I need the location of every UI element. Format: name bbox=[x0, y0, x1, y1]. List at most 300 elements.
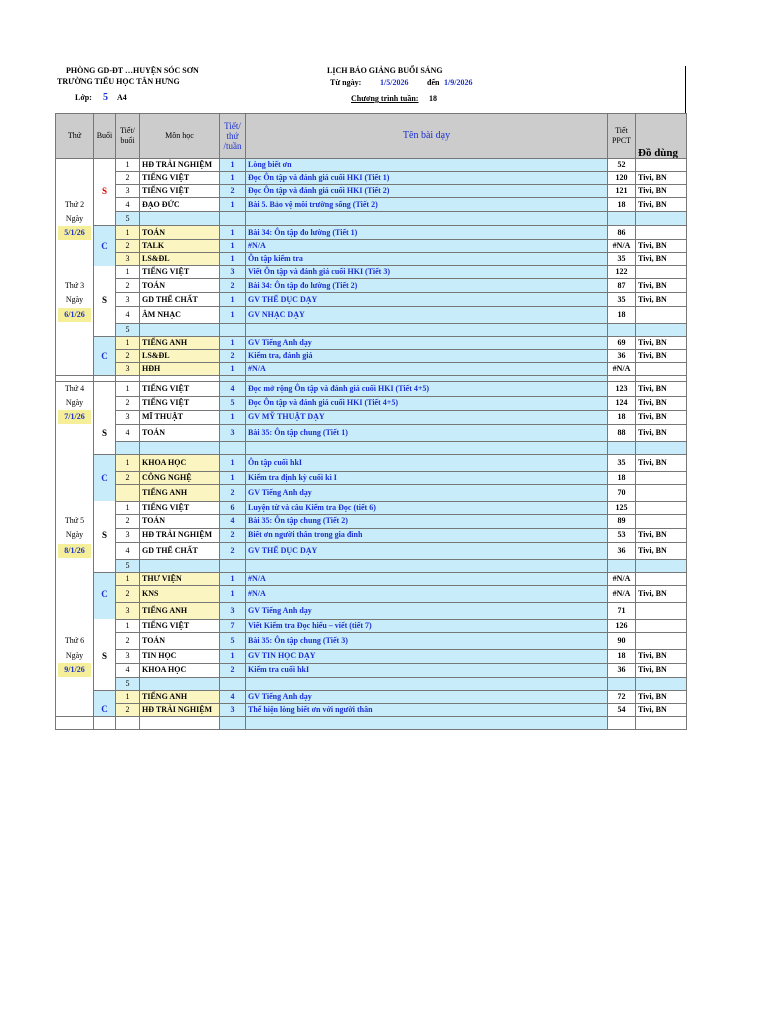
empty-cell bbox=[220, 716, 246, 729]
equipment: Tivi, BN bbox=[636, 454, 687, 471]
period-number: 3 bbox=[116, 602, 140, 619]
session-morning: S bbox=[94, 293, 116, 307]
equipment: Tivi, BN bbox=[636, 585, 687, 602]
day-cell bbox=[56, 471, 94, 484]
subject-name: TIẾNG VIỆT bbox=[140, 501, 220, 514]
day-date: 7/1/26 bbox=[58, 410, 91, 424]
table-row bbox=[56, 172, 687, 185]
session-afternoon: C bbox=[94, 471, 116, 484]
table-row bbox=[56, 240, 687, 253]
lesson-title bbox=[246, 677, 608, 690]
equipment bbox=[636, 514, 687, 528]
table-row bbox=[56, 293, 687, 307]
equipment bbox=[636, 441, 687, 454]
ppct-number: 120 bbox=[608, 172, 636, 185]
subject-name: KNS bbox=[140, 585, 220, 602]
subject-name: KHOA HỌC bbox=[140, 663, 220, 677]
session-cell bbox=[94, 542, 116, 559]
empty-cell bbox=[636, 716, 687, 729]
day-date: 5/1/26 bbox=[58, 226, 91, 240]
from-date: 1/5/2026 bbox=[380, 78, 409, 87]
ppct-number: 90 bbox=[608, 632, 636, 649]
ppct-number: 18 bbox=[608, 307, 636, 324]
ppct-number: 35 bbox=[608, 293, 636, 307]
lesson-title: Bài 5. Bảo vệ môi trường sống (Tiết 2) bbox=[246, 198, 608, 212]
session-afternoon: C bbox=[94, 585, 116, 602]
session-afternoon: C bbox=[94, 703, 116, 716]
table-row bbox=[56, 198, 687, 212]
ppct-number bbox=[608, 324, 636, 337]
weekly-period: 1 bbox=[220, 337, 246, 350]
subject-name: HĐ TRẢI NGHIỆM bbox=[140, 703, 220, 716]
subject-name: TIẾNG ANH bbox=[140, 484, 220, 501]
weekly-period: 4 bbox=[220, 382, 246, 397]
period-number: 5 bbox=[116, 212, 140, 226]
subject-name: ĐẠO ĐỨC bbox=[140, 198, 220, 212]
weekly-period: 1 bbox=[220, 585, 246, 602]
table-row bbox=[56, 266, 687, 279]
lesson-title: GV Tiếng Anh dạy bbox=[246, 690, 608, 703]
period-number: 2 bbox=[116, 350, 140, 363]
day-date: 9/1/26 bbox=[58, 663, 91, 677]
weekly-period bbox=[220, 559, 246, 572]
equipment: Tivi, BN bbox=[636, 293, 687, 307]
weekly-period: 2 bbox=[220, 279, 246, 293]
subject-name bbox=[140, 324, 220, 337]
table-row bbox=[56, 632, 687, 649]
table-row bbox=[56, 324, 687, 337]
from-label: Từ ngày: bbox=[330, 78, 362, 87]
session-cell bbox=[94, 337, 116, 350]
day-cell bbox=[56, 484, 94, 501]
session-cell bbox=[94, 454, 116, 471]
col-header-ppct: Tiết PPCT bbox=[608, 114, 636, 159]
subject-name: HĐ TRẢI NGHIỆM bbox=[140, 528, 220, 542]
table-row bbox=[56, 649, 687, 663]
lesson-title: Bài 35: Ôn tập chung (Tiết 1) bbox=[246, 424, 608, 441]
table-row bbox=[56, 602, 687, 619]
class-name: A4 bbox=[117, 93, 127, 102]
period-number: 3 bbox=[116, 410, 140, 424]
period-number: 2 bbox=[116, 396, 140, 410]
ppct-number: 125 bbox=[608, 501, 636, 514]
ppct-number: 36 bbox=[608, 350, 636, 363]
session-cell bbox=[94, 324, 116, 337]
subject-name: TALK bbox=[140, 240, 220, 253]
lesson-title: Đọc mở rộng Ôn tập và đánh giá cuối HKI (Tiết 4+5) bbox=[246, 382, 608, 397]
period-number: 2 bbox=[116, 703, 140, 716]
subject-name: TOÁN bbox=[140, 424, 220, 441]
lesson-title: #N/A bbox=[246, 572, 608, 585]
equipment bbox=[636, 484, 687, 501]
equipment: Tivi, BN bbox=[636, 382, 687, 397]
lesson-title bbox=[246, 559, 608, 572]
class-label: Lớp: bbox=[75, 93, 92, 102]
table-row bbox=[56, 410, 687, 424]
ppct-number: #N/A bbox=[608, 240, 636, 253]
day-cell bbox=[56, 703, 94, 716]
day-cell bbox=[56, 501, 94, 514]
period-number: 1 bbox=[116, 454, 140, 471]
empty-cell bbox=[94, 716, 116, 729]
class-number: 5 bbox=[103, 92, 108, 103]
to-label: đến bbox=[427, 78, 440, 87]
subject-name: TIẾNG VIỆT bbox=[140, 396, 220, 410]
period-number: 3 bbox=[116, 363, 140, 376]
weekly-period: 5 bbox=[220, 632, 246, 649]
session-cell bbox=[94, 484, 116, 501]
equipment bbox=[636, 226, 687, 240]
subject-name bbox=[140, 677, 220, 690]
lesson-title: GV Tiếng Anh dạy bbox=[246, 484, 608, 501]
ppct-number: 87 bbox=[608, 279, 636, 293]
day-cell bbox=[56, 307, 94, 324]
ppct-number: 72 bbox=[608, 690, 636, 703]
session-cell bbox=[94, 663, 116, 677]
period-number: 3 bbox=[116, 649, 140, 663]
lesson-title: Ôn tập cuối hkI bbox=[246, 454, 608, 471]
col-header-do-dung: Đồ dùng bbox=[636, 114, 687, 159]
period-number: 4 bbox=[116, 307, 140, 324]
weekly-period: 2 bbox=[220, 663, 246, 677]
day-cell bbox=[56, 559, 94, 572]
lesson-title: GV THỂ DỤC DẠY bbox=[246, 542, 608, 559]
session-morning: S bbox=[94, 424, 116, 441]
session-cell bbox=[94, 266, 116, 279]
session-cell bbox=[94, 172, 116, 185]
session-afternoon: C bbox=[94, 350, 116, 363]
weekly-period bbox=[220, 677, 246, 690]
table-row bbox=[56, 441, 687, 454]
weekly-period: 2 bbox=[220, 528, 246, 542]
weekly-period: 2 bbox=[220, 484, 246, 501]
day-cell bbox=[56, 185, 94, 198]
ppct-number: 36 bbox=[608, 542, 636, 559]
subject-name bbox=[140, 212, 220, 226]
ppct-number: 86 bbox=[608, 226, 636, 240]
ngay-label: Ngày bbox=[56, 649, 94, 663]
subject-name: MĨ THUẬT bbox=[140, 410, 220, 424]
ppct-number: 70 bbox=[608, 484, 636, 501]
lesson-title: #N/A bbox=[246, 585, 608, 602]
table-row bbox=[56, 253, 687, 266]
period-number: 2 bbox=[116, 240, 140, 253]
weekly-period: 1 bbox=[220, 363, 246, 376]
subject-name: TIẾNG VIỆT bbox=[140, 266, 220, 279]
lesson-title: Viết Kiểm tra Đọc hiểu – viết (tiết 7) bbox=[246, 619, 608, 632]
table-row bbox=[56, 690, 687, 703]
period-number: 4 bbox=[116, 424, 140, 441]
session-cell bbox=[94, 572, 116, 585]
session-cell bbox=[94, 307, 116, 324]
subject-name: CÔNG NGHỆ bbox=[140, 471, 220, 484]
weekly-period: 1 bbox=[220, 172, 246, 185]
equipment: Tivi, BN bbox=[636, 690, 687, 703]
subject-name: TIẾNG VIỆT bbox=[140, 185, 220, 198]
col-header-ten-bai: Tên bài dạy bbox=[246, 114, 608, 159]
day-cell bbox=[56, 441, 94, 454]
subject-name bbox=[140, 559, 220, 572]
day-cell bbox=[56, 266, 94, 279]
subject-name: LS&ĐL bbox=[140, 253, 220, 266]
weekly-period: 5 bbox=[220, 396, 246, 410]
ppct-number: #N/A bbox=[608, 363, 636, 376]
session-cell bbox=[94, 559, 116, 572]
ppct-number: 52 bbox=[608, 159, 636, 172]
weekly-period bbox=[220, 212, 246, 226]
lesson-title: GV MỸ THUẬT DẠY bbox=[246, 410, 608, 424]
table-row bbox=[56, 528, 687, 542]
period-number: 4 bbox=[116, 663, 140, 677]
day-label: Thứ 3 bbox=[56, 279, 94, 293]
equipment bbox=[636, 559, 687, 572]
period-number: 1 bbox=[116, 572, 140, 585]
table-row bbox=[56, 559, 687, 572]
period-number: 1 bbox=[116, 337, 140, 350]
ppct-number: 123 bbox=[608, 382, 636, 397]
day-cell bbox=[56, 240, 94, 253]
program-label: Chương trình tuần: bbox=[351, 94, 419, 103]
day-label: Thứ 6 bbox=[56, 632, 94, 649]
weekly-period: 3 bbox=[220, 266, 246, 279]
lesson-title: GV Tiếng Anh dạy bbox=[246, 602, 608, 619]
ppct-number: 126 bbox=[608, 619, 636, 632]
lesson-title: Ôn tập kiểm tra bbox=[246, 253, 608, 266]
weekly-period: 4 bbox=[220, 514, 246, 528]
weekly-period: 1 bbox=[220, 253, 246, 266]
table-row bbox=[56, 585, 687, 602]
period-number: 4 bbox=[116, 542, 140, 559]
table-row bbox=[56, 212, 687, 226]
table-row bbox=[56, 677, 687, 690]
equipment: Tivi, BN bbox=[636, 528, 687, 542]
session-cell bbox=[94, 441, 116, 454]
lesson-title: Đọc Ôn tập và đánh giá cuối HKI (Tiết 1) bbox=[246, 172, 608, 185]
session-cell bbox=[94, 198, 116, 212]
weekly-period: 1 bbox=[220, 293, 246, 307]
session-morning: S bbox=[94, 649, 116, 663]
weekly-period: 7 bbox=[220, 619, 246, 632]
subject-name: HĐH bbox=[140, 363, 220, 376]
equipment: Tivi, BN bbox=[636, 337, 687, 350]
period-number: 2 bbox=[116, 172, 140, 185]
session-cell bbox=[94, 514, 116, 528]
ppct-number bbox=[608, 212, 636, 226]
period-number: 5 bbox=[116, 559, 140, 572]
table-row bbox=[56, 514, 687, 528]
period-number: 2 bbox=[116, 632, 140, 649]
equipment bbox=[636, 619, 687, 632]
ppct-number: 53 bbox=[608, 528, 636, 542]
weekly-period: 4 bbox=[220, 690, 246, 703]
lesson-title: Bài 34: Ôn tập đo lường (Tiết 2) bbox=[246, 279, 608, 293]
equipment: Tivi, BN bbox=[636, 185, 687, 198]
lesson-title: Viết Ôn tập và đánh giá cuối HKI (Tiết 3) bbox=[246, 266, 608, 279]
weekly-period: 2 bbox=[220, 350, 246, 363]
ppct-number: 18 bbox=[608, 410, 636, 424]
table-row bbox=[56, 703, 687, 716]
weekly-period: 1 bbox=[220, 649, 246, 663]
lesson-title bbox=[246, 324, 608, 337]
session-morning: S bbox=[94, 528, 116, 542]
session-cell bbox=[94, 159, 116, 172]
weekly-period: 1 bbox=[220, 572, 246, 585]
equipment: Tivi, BN bbox=[636, 649, 687, 663]
equipment: Tivi, BN bbox=[636, 350, 687, 363]
weekly-period: 3 bbox=[220, 424, 246, 441]
lesson-title: Thể hiện lòng biết ơn với người thân bbox=[246, 703, 608, 716]
session-cell bbox=[94, 396, 116, 410]
day-date: 8/1/26 bbox=[58, 544, 91, 558]
subject-name bbox=[140, 441, 220, 454]
table-row bbox=[56, 572, 687, 585]
day-date: 6/1/26 bbox=[58, 308, 91, 322]
table-row bbox=[56, 185, 687, 198]
ppct-number: 35 bbox=[608, 454, 636, 471]
lesson-title: Bài 35: Ôn tập chung (Tiết 3) bbox=[246, 632, 608, 649]
equipment: Tivi, BN bbox=[636, 396, 687, 410]
empty-cell bbox=[116, 716, 140, 729]
lesson-title: #N/A bbox=[246, 363, 608, 376]
lesson-title: Bài 35: Ôn tập chung (Tiết 2) bbox=[246, 514, 608, 528]
table-row bbox=[56, 382, 687, 397]
period-number: 1 bbox=[116, 226, 140, 240]
equipment: Tivi, BN bbox=[636, 663, 687, 677]
day-cell bbox=[56, 253, 94, 266]
equipment bbox=[636, 212, 687, 226]
period-number: 5 bbox=[116, 677, 140, 690]
subject-name: HĐ TRẢI NGHIỆM bbox=[140, 159, 220, 172]
day-cell bbox=[56, 363, 94, 376]
weekly-period bbox=[220, 324, 246, 337]
session-cell bbox=[94, 677, 116, 690]
subject-name: GD THỂ CHẤT bbox=[140, 542, 220, 559]
period-number: 1 bbox=[116, 501, 140, 514]
equipment: Tivi, BN bbox=[636, 198, 687, 212]
period-number: 1 bbox=[116, 159, 140, 172]
table-row bbox=[56, 619, 687, 632]
weekly-period: 1 bbox=[220, 471, 246, 484]
equipment bbox=[636, 632, 687, 649]
table-row bbox=[56, 279, 687, 293]
day-cell bbox=[56, 572, 94, 585]
equipment: Tivi, BN bbox=[636, 424, 687, 441]
period-number: 1 bbox=[116, 382, 140, 397]
equipment bbox=[636, 677, 687, 690]
session-cell bbox=[94, 226, 116, 240]
period-number bbox=[116, 441, 140, 454]
lesson-title: Đọc Ôn tập và đánh giá cuối HKI (Tiết 2) bbox=[246, 185, 608, 198]
ppct-number: 18 bbox=[608, 649, 636, 663]
subject-name: TOÁN bbox=[140, 279, 220, 293]
equipment: Tivi, BN bbox=[636, 703, 687, 716]
day-cell bbox=[56, 677, 94, 690]
subject-name: LS&ĐL bbox=[140, 350, 220, 363]
ngay-label: Ngày bbox=[56, 396, 94, 410]
equipment bbox=[636, 363, 687, 376]
empty-cell bbox=[246, 716, 608, 729]
period-number bbox=[116, 484, 140, 501]
equipment: Tivi, BN bbox=[636, 279, 687, 293]
subject-name: TIẾNG VIỆT bbox=[140, 172, 220, 185]
equipment bbox=[636, 266, 687, 279]
session-cell bbox=[94, 382, 116, 397]
ppct-number: 89 bbox=[608, 514, 636, 528]
subject-name: TOÁN bbox=[140, 632, 220, 649]
equipment bbox=[636, 572, 687, 585]
period-number: 2 bbox=[116, 585, 140, 602]
weekly-period: 1 bbox=[220, 226, 246, 240]
table-row bbox=[56, 337, 687, 350]
table-row bbox=[56, 350, 687, 363]
subject-name: TIẾNG ANH bbox=[140, 690, 220, 703]
subject-name: TIẾNG VIỆT bbox=[140, 382, 220, 397]
day-cell bbox=[56, 619, 94, 632]
day-cell bbox=[56, 542, 94, 559]
session-afternoon: C bbox=[94, 240, 116, 253]
ppct-number: 69 bbox=[608, 337, 636, 350]
lesson-title: Kiểm tra cuối hkI bbox=[246, 663, 608, 677]
ppct-number bbox=[608, 559, 636, 572]
period-number: 5 bbox=[116, 324, 140, 337]
subject-name: TIẾNG VIỆT bbox=[140, 619, 220, 632]
ppct-number: 124 bbox=[608, 396, 636, 410]
session-cell bbox=[94, 632, 116, 649]
lesson-title: Kiểm tra định kỳ cuối kì I bbox=[246, 471, 608, 484]
period-number: 3 bbox=[116, 253, 140, 266]
lesson-title: Bài 34: Ôn tập đo lường (Tiết 1) bbox=[246, 226, 608, 240]
period-number: 3 bbox=[116, 185, 140, 198]
equipment: Tivi, BN bbox=[636, 542, 687, 559]
to-date: 1/9/2026 bbox=[444, 78, 473, 87]
lesson-title: Biết ơn người thân trong gia đình bbox=[246, 528, 608, 542]
weekly-period: 1 bbox=[220, 410, 246, 424]
col-header-mon-hoc: Môn học bbox=[140, 114, 220, 159]
table-row bbox=[56, 363, 687, 376]
day-label: Thứ 4 bbox=[56, 382, 94, 397]
ppct-number: 122 bbox=[608, 266, 636, 279]
ppct-number bbox=[608, 441, 636, 454]
weekly-period: 1 bbox=[220, 240, 246, 253]
period-number: 4 bbox=[116, 198, 140, 212]
weekly-period: 2 bbox=[220, 542, 246, 559]
header-divider bbox=[685, 66, 686, 114]
day-cell bbox=[56, 337, 94, 350]
lesson-title bbox=[246, 441, 608, 454]
schedule-body bbox=[56, 159, 687, 730]
day-cell bbox=[56, 454, 94, 471]
table-row bbox=[56, 484, 687, 501]
equipment bbox=[636, 324, 687, 337]
subject-name: ÂM NHẠC bbox=[140, 307, 220, 324]
school-name: TRƯỜNG TIỂU HỌC TÂN HƯNG bbox=[57, 77, 180, 86]
ngay-label: Ngày bbox=[56, 293, 94, 307]
day-cell bbox=[56, 663, 94, 677]
ppct-number: #N/A bbox=[608, 585, 636, 602]
ppct-number: 18 bbox=[608, 198, 636, 212]
lesson-title: GV Tiếng Anh dạy bbox=[246, 337, 608, 350]
subject-name: TIN HỌC bbox=[140, 649, 220, 663]
page-title: LỊCH BÁO GIẢNG BUỔI SÁNG bbox=[327, 66, 443, 75]
equipment: Tivi, BN bbox=[636, 410, 687, 424]
ppct-number: 54 bbox=[608, 703, 636, 716]
day-cell bbox=[56, 350, 94, 363]
day-cell bbox=[56, 324, 94, 337]
program-week: 18 bbox=[429, 94, 437, 103]
table-row bbox=[56, 159, 687, 172]
equipment: Tivi, BN bbox=[636, 172, 687, 185]
table-row bbox=[56, 663, 687, 677]
